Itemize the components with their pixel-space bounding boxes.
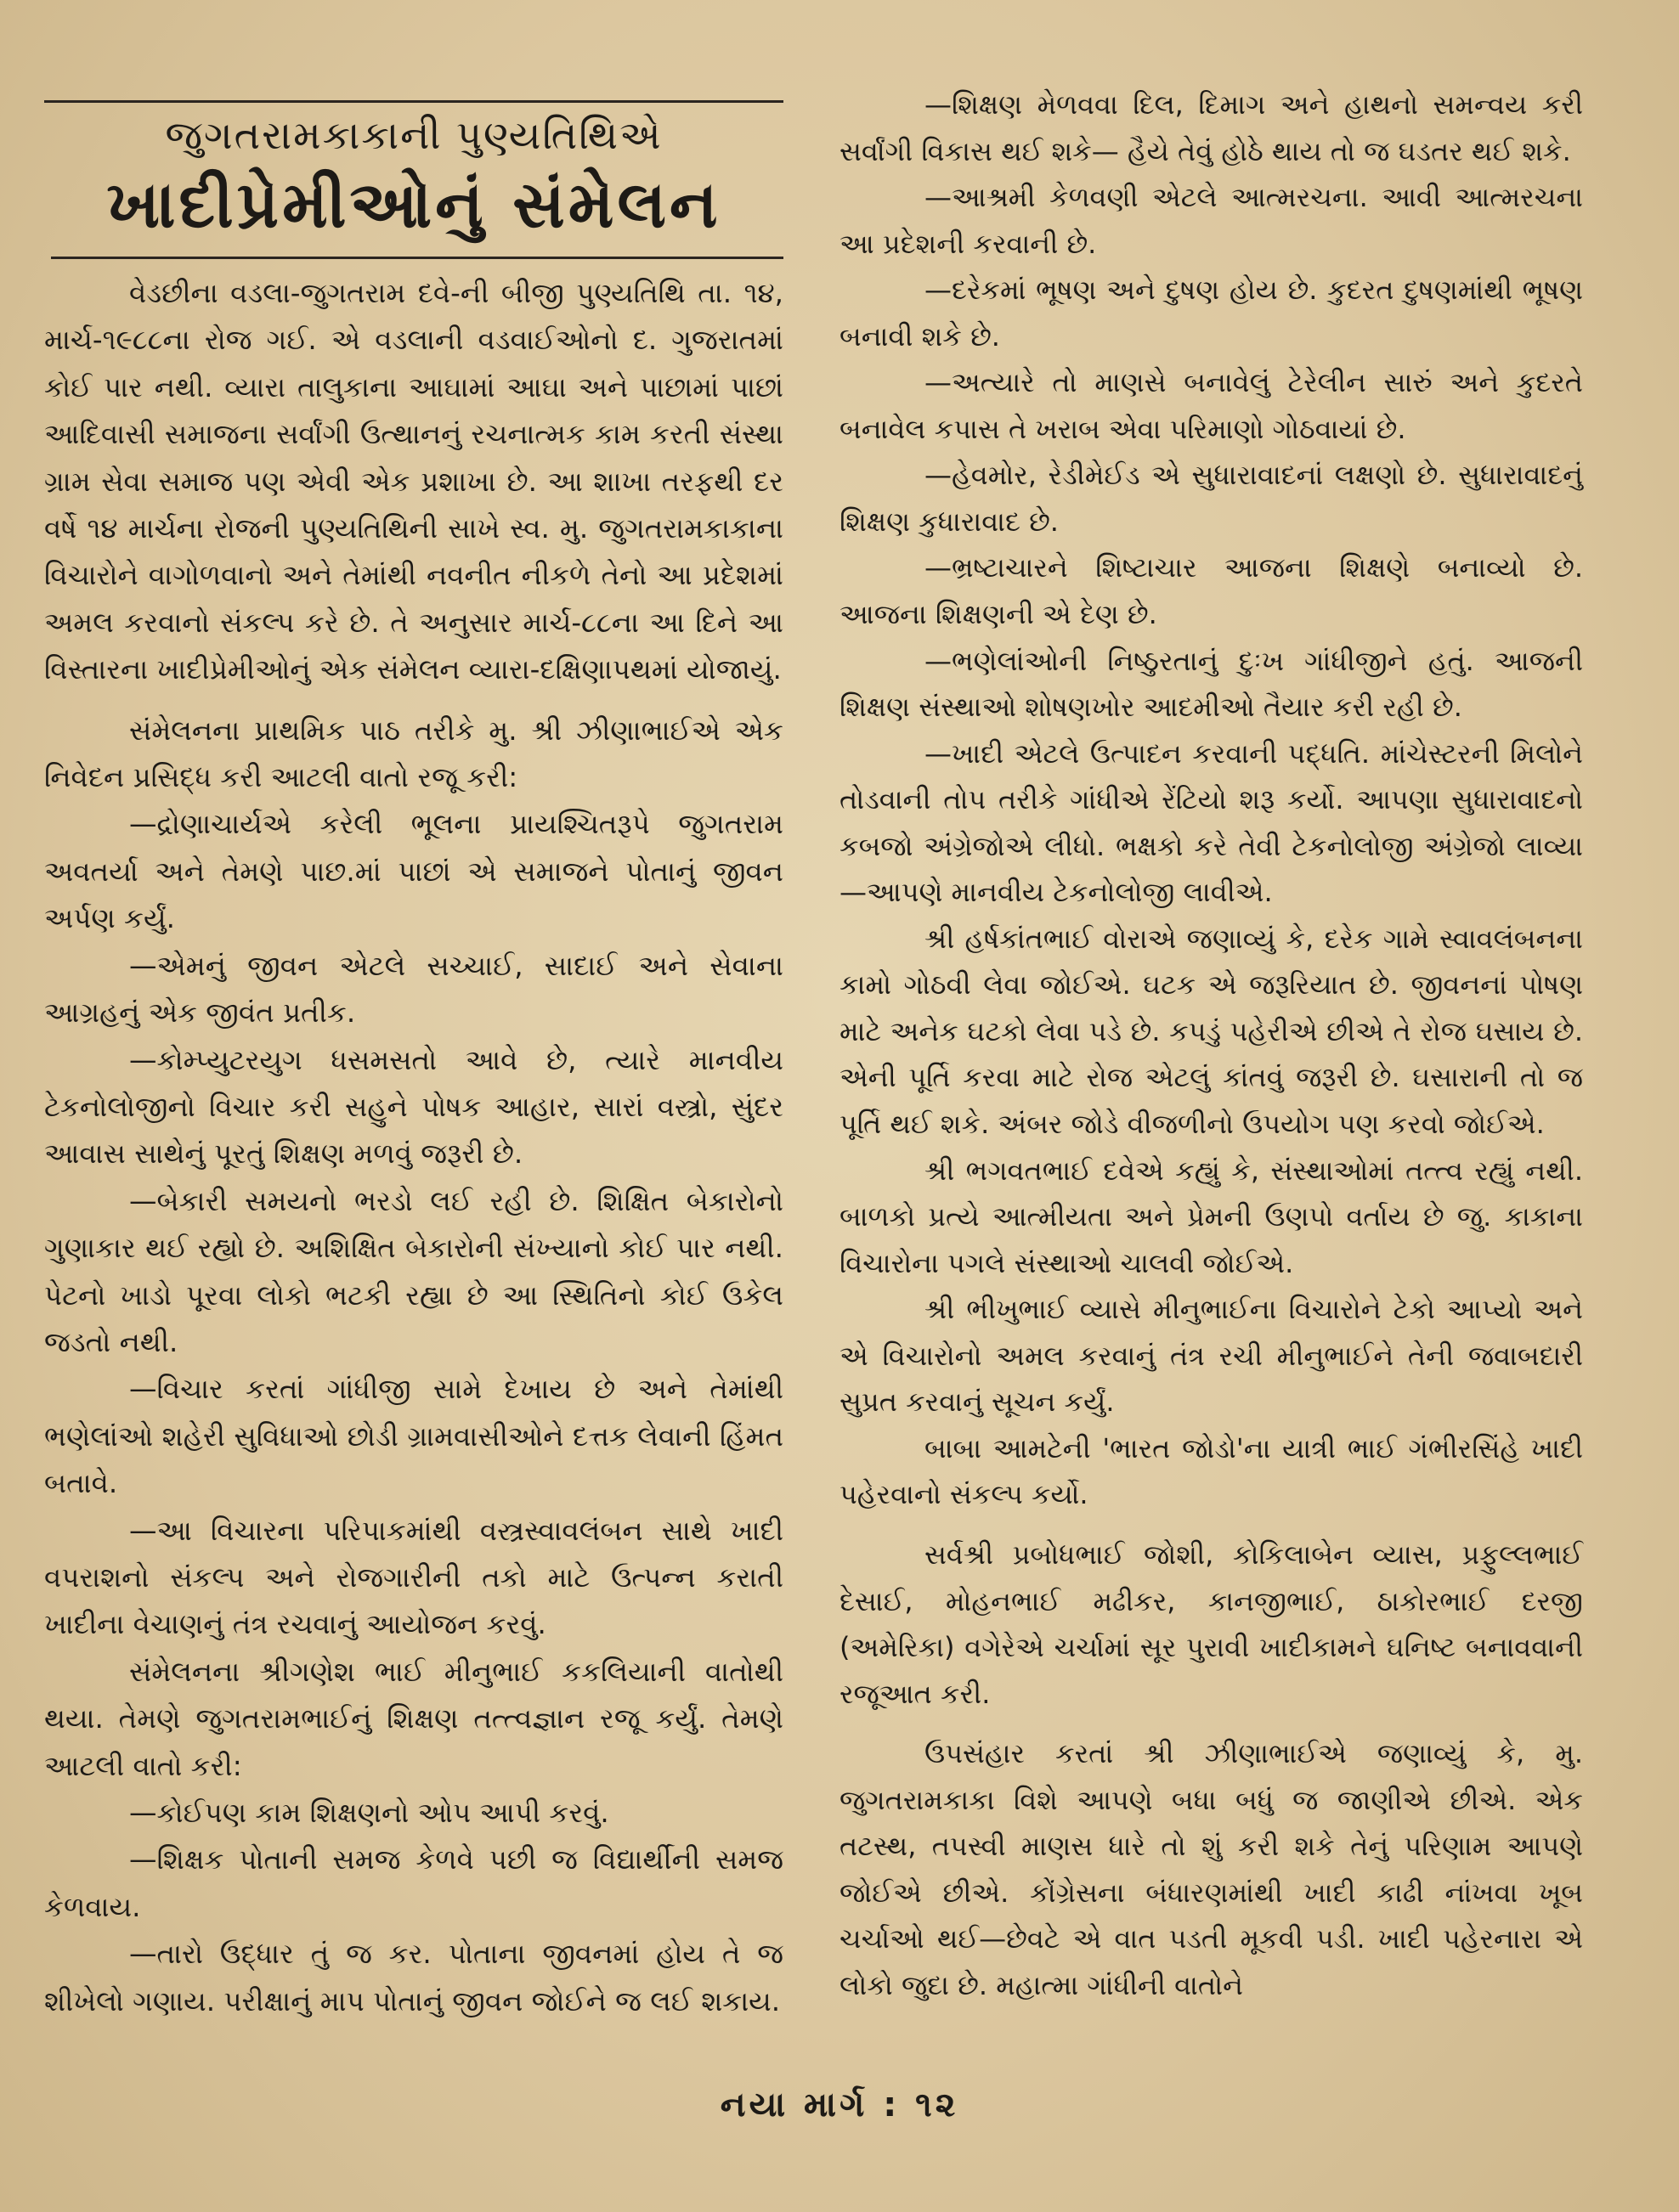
paragraph: બાબા આમટેની 'ભારત જોડો'ના યાત્રી ભાઈ ગંભીરસિંહે ખાદી પહેરવાનો સંકલ્પ કર્યો. bbox=[840, 1431, 1583, 1511]
title-bottom-rule bbox=[51, 257, 783, 259]
title-top-rule bbox=[44, 100, 783, 103]
paragraph: —કોઈપણ કામ શિક્ષણનો ઓપ આપી કરવું. bbox=[129, 1797, 609, 1829]
right-column bbox=[840, 82, 1583, 2008]
left-column bbox=[44, 270, 783, 2025]
paragraph: સંમેલનના પ્રાથમિક પાઠ તરીકે મુ. શ્રી ઝીણાભાઈએ એક નિવેદન પ્રસિદ્ધ કરી આટલી વાતો રજૂ કરી: bbox=[44, 714, 783, 794]
paragraph: —વિચાર કરતાં ગાંધીજી સામે દેખાય છે અને તેમાંથી ભણેલાંઓ શહેરી સુવિધાઓ છોડી ગ્રામવાસીઓને દત્તક લેવાની હિંમત બતાવે. bbox=[44, 1373, 783, 1500]
paragraph: —અત્યારે તો માણસે બનાવેલું ટેરેલીન સારું અને કુદરતે બનાવેલ કપાસ તે ખરાબ એવા પરિમાણો ગોઠવાયાં છે. bbox=[840, 366, 1583, 445]
paragraph: —શિક્ષક પોતાની સમજ કેળવે પછી જ વિદ્યાર્થીની સમજ કેળવાય. bbox=[44, 1843, 783, 1923]
article-title: ખાદીપ્રેમીઓનું સંમેલન bbox=[106, 166, 721, 242]
paragraph: શ્રી ભીખુભાઈ વ્યાસે મીનુભાઈના વિચારોને ટેકો આપ્યો અને એ વિચારોનો અમલ કરવાનું તંત્ર રચી મીનુભાઈને તેની જવાબદારી સુપ્રત કરવાનું સૂચન કર્યું. bbox=[840, 1293, 1583, 1419]
paragraph: —દરેકમાં ભૂષણ અને દુષણ હોય છે. કુદરત દુષણમાંથી ભૂષણ બનાવી શકે છે. bbox=[840, 274, 1583, 353]
paragraph: —તારો ઉદ્ધાર તું જ કર. પોતાના જીવનમાં હોય તે જ શીખેલો ગણાય. પરીક્ષાનું માપ પોતાનું જીવન જોઈને જ લઈ શકાય. bbox=[44, 1938, 783, 2017]
paragraph: શ્રી ભગવતભાઈ દવેએ કહ્યું કે, સંસ્થાઓમાં તત્ત્વ રહ્યું નથી. બાળકો પ્રત્યે આત્મીયતા અને પ્રેમની ઉણપો વર્તાય છે જુ. કાકાના વિચારોના પગલે સંસ્થાઓ ચાલવી જોઈએ. bbox=[840, 1154, 1583, 1279]
paragraph: સર્વશ્રી પ્રબોધભાઈ જોશી, કોકિલાબેન વ્યાસ, પ્રફુલ્લભાઈ દેસાઈ, મોહનભાઈ મઢીકર, કાનજીભાઈ, ઠાકોરભાઈ દરજી (અમેરિકા) વગેરેએ ચર્ચામાં સૂર પુરાવી ખાદીકામને ઘનિષ્ટ બનાવવાની રજૂઆત કરી. bbox=[840, 1538, 1583, 1710]
paragraph: —ખાદી એટલે ઉત્પાદન કરવાની પદ્ધતિ. માંચેસ્ટરની મિલોને તોડવાની તોપ તરીકે ગાંધીએ રેંટિયો શરૂ કર્યો. આપણા સુધારાવાદનો કબજો અંગ્રેજોએ લીધો. ભક્ષકો કરે તેવી ટેકનોલોજી અંગ્રેજો લાવ્યા—આપણે માનવીય ટેકનોલોજી લાવીએ. bbox=[840, 736, 1583, 909]
article-kicker: જુગતરામકાકાની પુણ્યતિથિએ bbox=[165, 112, 663, 158]
paragraph: —શિક્ષણ મેળવવા દિલ, દિમાગ અને હાથનો સમન્વય કરી સર્વાંગી વિકાસ થઈ શકે— હૈયે તેવું હોઠે થાય તો જ ઘડતર થઈ શકે. bbox=[840, 88, 1583, 167]
paragraph: સંમેલનના શ્રીગણેશ ભાઈ મીનુભાઈ કકલિયાની વાતોથી થયા. તેમણે જુગતરામભાઈનું શિક્ષણ તત્ત્વજ્ઞાન રજૂ કર્યું. તેમણે આટલી વાતો કરી: bbox=[44, 1655, 783, 1782]
paragraph: —એમનું જીવન એટલે સચ્ચાઈ, સાદાઈ અને સેવાના આગ્રહનું એક જીવંત પ્રતીક. bbox=[44, 949, 783, 1030]
paragraph: —હેવમોર, રેડીમેઈડ એ સુધારાવાદનાં લક્ષણો છે. સુધારાવાદનું શિક્ષણ કુધારાવાદ છે. bbox=[840, 459, 1583, 538]
paragraph: વેડછીના વડલા-જુગતરામ દવે-ની બીજી પુણ્યતિથિ તા. ૧૪, માર્ચ-૧૯૮૮ના રોજ ગઈ. એ વડલાની વડવાઈઓનો દ. ગુજરાતમાં કોઈ પાર નથી. વ્યારા તાલુકાના આઘામાં આઘા અને પાછામાં પાછાં આદિવાસી સમાજના સર્વાંગી ઉત્થાનનું રચનાત્મક કામ કરતી સંસ્થા ગ્રામ સેવા સમાજ પણ એવી એક પ્રશાખા છે. આ શાખા તરફથી દર વર્ષે ૧૪ માર્ચના રોજની પુણ્યતિથિની સાખે સ્વ. મુ. જુગતરામકાકાના વિચારોને વાગોળવાનો અને તેમાંથી નવનીત નીકળે તેનો આ પ્રદેશમાં અમલ કરવાનો સંકલ્પ કરે છે. તે અનુસાર માર્ચ-૮૮ના આ દિને આ વિસ્તારના ખાદીપ્રેમીઓનું એક સંમેલન વ્યારા-દક્ષિણાપથમાં યોજાયું. bbox=[44, 277, 783, 686]
paragraph: શ્રી હર્ષકાંતભાઈ વોરાએ જણાવ્યું કે, દરેક ગામે સ્વાવલંબનના કામો ગોઠવી લેવા જોઈએ. ઘટક એ જરૂરિયાત છે. જીવનનાં પોષણ માટે અનેક ઘટકો લેવા પડે છે. કપડું પહેરીએ છીએ તે રોજ ઘસાય છે. એની પૂર્તિ કરવા માટે રોજ એટલું કાંતવું જરૂરી છે. ઘસારાની તો જ પૂર્તિ થઈ શકે. અંબર જોડે વીજળીનો ઉપયોગ પણ કરવો જોઈએ. bbox=[840, 922, 1583, 1141]
paragraph: ઉપસંહાર કરતાં શ્રી ઝીણાભાઈએ જણાવ્યું કે, મુ. જુગતરામકાકા વિશે આપણે બધા બધું જ જાણીએ છીએ. એક તટસ્થ, તપસ્વી માણસ ધારે તો શું કરી શકે તેનું પરિણામ આપણે જોઈએ છીએ. કોંગ્રેસના બંધારણમાંથી ખાદી કાઢી નાંખવા ખૂબ ચર્ચાઓ થઈ—છેવટે એ વાત પડતી મૂકવી પડી. ખાદી પહેરનારા એ લોકો જુદા છે. મહાત્મા ગાંધીની વાતોને bbox=[840, 1737, 1583, 2001]
paragraph: —ભણેલાંઓની નિષ્ઠુરતાનું દુઃખ ગાંધીજીને હતું. આજની શિક્ષણ સંસ્થાઓ શોષણખોર આદમીઓ તૈયાર કરી રહી છે. bbox=[840, 644, 1583, 724]
paragraph: —આ વિચારના પરિપાકમાંથી વસ્ત્રસ્વાવલંબન સાથે ખાદી વપરાશનો સંકલ્પ અને રોજગારીની તકો માટે ઉત્પન્ન કરાતી ખાદીના વેચાણનું તંત્ર રચવાનું આયોજન કરવું. bbox=[44, 1514, 783, 1641]
paragraph: —દ્રોણાચાર્યએ કરેલી ભૂલના પ્રાયશ્ચિતરૂપે જુગતરામ અવતર્યા અને તેમણે પાછ.માં પાછાં એ સમાજને પોતાનું જીવન અર્પણ કર્યું. bbox=[44, 808, 783, 935]
paragraph: —કોમ્પ્યુટરયુગ ધસમસતો આવે છે, ત્યારે માનવીય ટેકનોલોજીનો વિચાર કરી સહુને પોષક આહાર, સારાં વસ્ત્રો, સુંદર આવાસ સાથેનું પૂરતું શિક્ષણ મળવું જરૂરી છે. bbox=[44, 1043, 783, 1171]
page-footer: નયા માર્ગ : ૧૨ bbox=[720, 2085, 959, 2125]
paragraph: —ભ્રષ્ટાચારને શિષ્ટાચાર આજના શિક્ષણે બનાવ્યો છે. આજના શિક્ષણની એ દેણ છે. bbox=[840, 551, 1583, 631]
paragraph: —બેકારી સમયનો ભરડો લઈ રહી છે. શિક્ષિત બેકારોનો ગુણાકાર થઈ રહ્યો છે. અશિક્ષિત બેકારોની સંખ્યાનો કોઈ પાર નથી. પેટનો ખાડો પૂરવા લોકો ભટકી રહ્યા છે આ સ્થિતિનો કોઈ ઉકેલ જડતો નથી. bbox=[44, 1184, 783, 1358]
paragraph: —આશ્રમી કેળવણી એટલે આત્મરચના. આવી આત્મરચના આ પ્રદેશની કરવાની છે. bbox=[840, 181, 1583, 260]
